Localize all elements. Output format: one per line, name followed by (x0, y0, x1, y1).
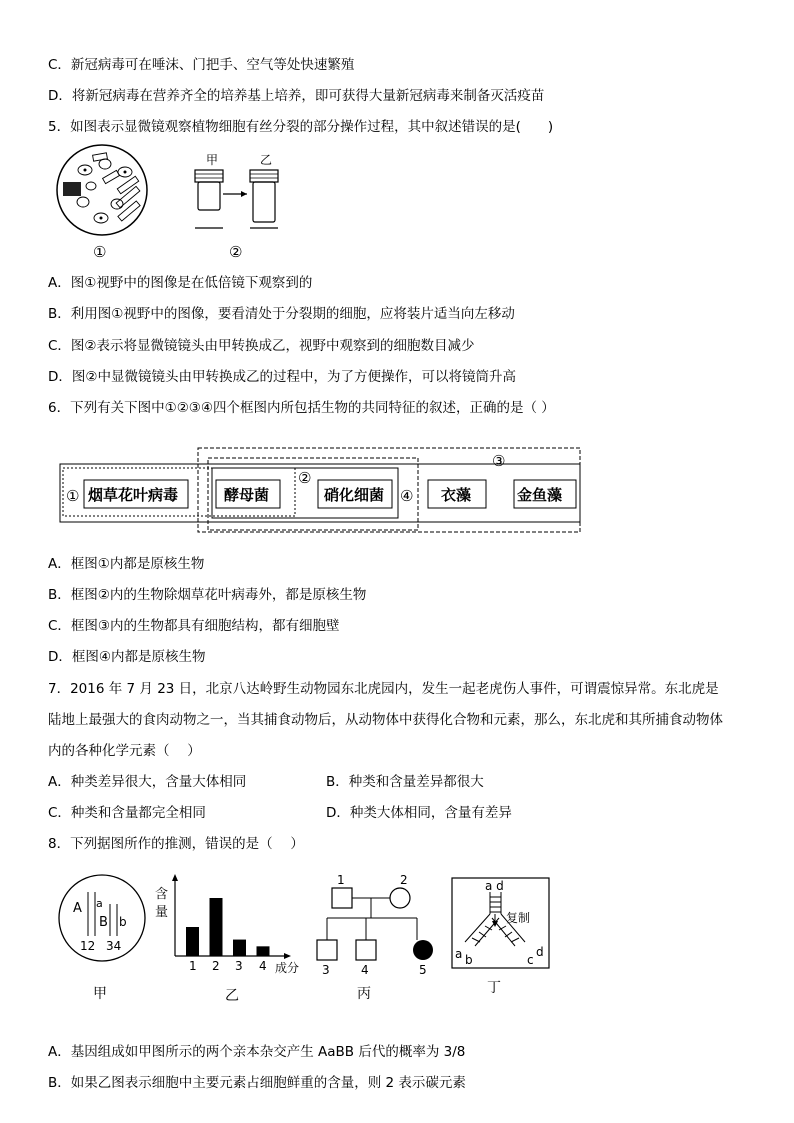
fig6-num-2: ② (298, 469, 312, 487)
fig8-person-3: 3 (322, 963, 330, 977)
fig6-organism-nitrifying: 硝化细菌 (324, 486, 385, 504)
fig8-strand-a: a (455, 947, 463, 961)
q7-option-b: B．种类和含量差异都很大 (326, 774, 484, 790)
q7-option-c: C．种类和含量都完全相同 (48, 805, 206, 821)
fig8-label-bing: 丙 (357, 986, 371, 1002)
fig5-label-2: ② (229, 243, 243, 261)
option-d-line: D．将新冠病毒在营养齐全的培养基上培养，即可获得大量新冠病毒来制备灭活疫苗 (48, 88, 545, 104)
fig8-tick-4: 4 (259, 959, 267, 973)
fig8-person-2: 2 (400, 873, 408, 887)
fig8-tick-3: 3 (235, 959, 243, 973)
fig8-label-jia: 甲 (93, 986, 107, 1002)
q5-option-c: C．图②表示将显微镜镜头由甲转换成乙，视野中观察到的细胞数目减少 (48, 338, 475, 354)
fig8-label-ding: 丁 (487, 980, 501, 996)
fig8-person-5: 5 (419, 963, 427, 977)
fig8-strand-c: c (527, 953, 534, 967)
question-5: 5．如图表示显微镜观察植物细胞有丝分裂的部分操作过程，其中叙述错误的是( ) (48, 119, 554, 135)
fig8-replication-label: 复制 (506, 911, 531, 925)
fig6-num-3: ③ (492, 452, 506, 470)
fig8-bar-2 (210, 898, 223, 956)
fig5-jia: 甲 (206, 153, 219, 167)
fig6-num-4: ④ (400, 487, 414, 505)
q6-option-b: B．框图②内的生物除烟草花叶病毒外，都是原核生物 (48, 587, 367, 603)
q8-option-a: A．基因组成如甲图所示的两个亲本杂交产生 AaBB 后代的概率为 3/8 (48, 1044, 466, 1060)
question-7-line3: 内的各种化学元素（ ） (48, 743, 201, 759)
figure-8 (55, 870, 555, 1010)
fig8-strand-d: d (536, 945, 544, 959)
fig8-tick-2: 2 (212, 959, 220, 973)
fig6-organism-tmv: 烟草花叶病毒 (88, 486, 179, 504)
fig6-organism-hornwort: 金鱼藻 (517, 486, 563, 504)
fig8-tick-1: 1 (189, 959, 197, 973)
q5-option-d: D．图②中显微镜镜头由甲转换成乙的过程中，为了方便操作，可以将镜筒升高 (48, 369, 516, 385)
question-7-line1: 7．2016 年 7 月 23 日，北京八达岭野生动物园东北虎园内，发生一起老虎伤人事件，可谓震惊异常。东北虎是 (48, 681, 719, 697)
fig5-label-1: ① (93, 243, 107, 261)
fig6-organism-yeast: 酵母菌 (224, 486, 270, 504)
figure-5 (55, 142, 295, 264)
question-6: 6．下列有关下图中①②③④四个框图内所包括生物的共同特征的叙述，正确的是（ ） (48, 400, 555, 416)
q6-option-a: A．框图①内都是原核生物 (48, 556, 205, 572)
option-c-line: C．新冠病毒可在唾沫、门把手、空气等处快速繁殖 (48, 57, 355, 73)
q7-option-a: A．种类差异很大，含量大体相同 (48, 774, 247, 790)
figure-6 (58, 444, 586, 536)
q7-option-d: D．种类大体相同，含量有差异 (326, 805, 512, 821)
fig8-strand-ad: a d (485, 879, 504, 893)
q5-option-b: B．利用图①视野中的图像，要看清处于分裂期的细胞，应将装片适当向左移动 (48, 306, 515, 322)
question-8: 8．下列据图所作的推测，错误的是（ ） (48, 836, 304, 852)
fig6-organism-chlamy: 衣藻 (441, 486, 472, 504)
fig8-allele-A: A (73, 901, 82, 916)
fig8-person-1: 1 (337, 873, 345, 887)
fig8-chrom-34: 34 (106, 939, 122, 953)
fig8-label-yi: 乙 (225, 988, 239, 1004)
fig6-num-1: ① (66, 487, 80, 505)
fig8-person-4: 4 (361, 963, 369, 977)
q5-option-a: A．图①视野中的图像是在低倍镜下观察到的 (48, 275, 313, 291)
fig8-bar-1 (186, 927, 199, 956)
fig8-ylabel-2: 量 (155, 905, 169, 920)
fig8-strand-b: b (465, 953, 473, 967)
q6-option-c: C．框图③内的生物都具有细胞结构，都有细胞壁 (48, 618, 340, 634)
fig8-xlabel: 成分 (275, 961, 300, 975)
fig8-allele-b: b (119, 915, 127, 929)
q6-option-d: D．框图④内都是原核生物 (48, 649, 206, 665)
q8-option-b: B．如果乙图表示细胞中主要元素占细胞鲜重的含量，则 2 表示碳元素 (48, 1075, 466, 1091)
fig8-ylabel-1: 含 (155, 887, 169, 902)
fig5-yi: 乙 (260, 153, 273, 167)
fig8-bar-3 (233, 940, 246, 956)
fig8-allele-B: B (99, 915, 108, 930)
fig8-chrom-12: 12 (80, 939, 96, 953)
fig8-bar-4 (257, 946, 270, 956)
question-7-line2: 陆地上最强大的食肉动物之一，当其捕食动物后，从动物体中获得化合物和元素，那么，东北虎和其所捕食动物体 (48, 712, 723, 728)
fig8-bar-chart (155, 874, 299, 975)
fig8-allele-a: a (96, 897, 103, 910)
